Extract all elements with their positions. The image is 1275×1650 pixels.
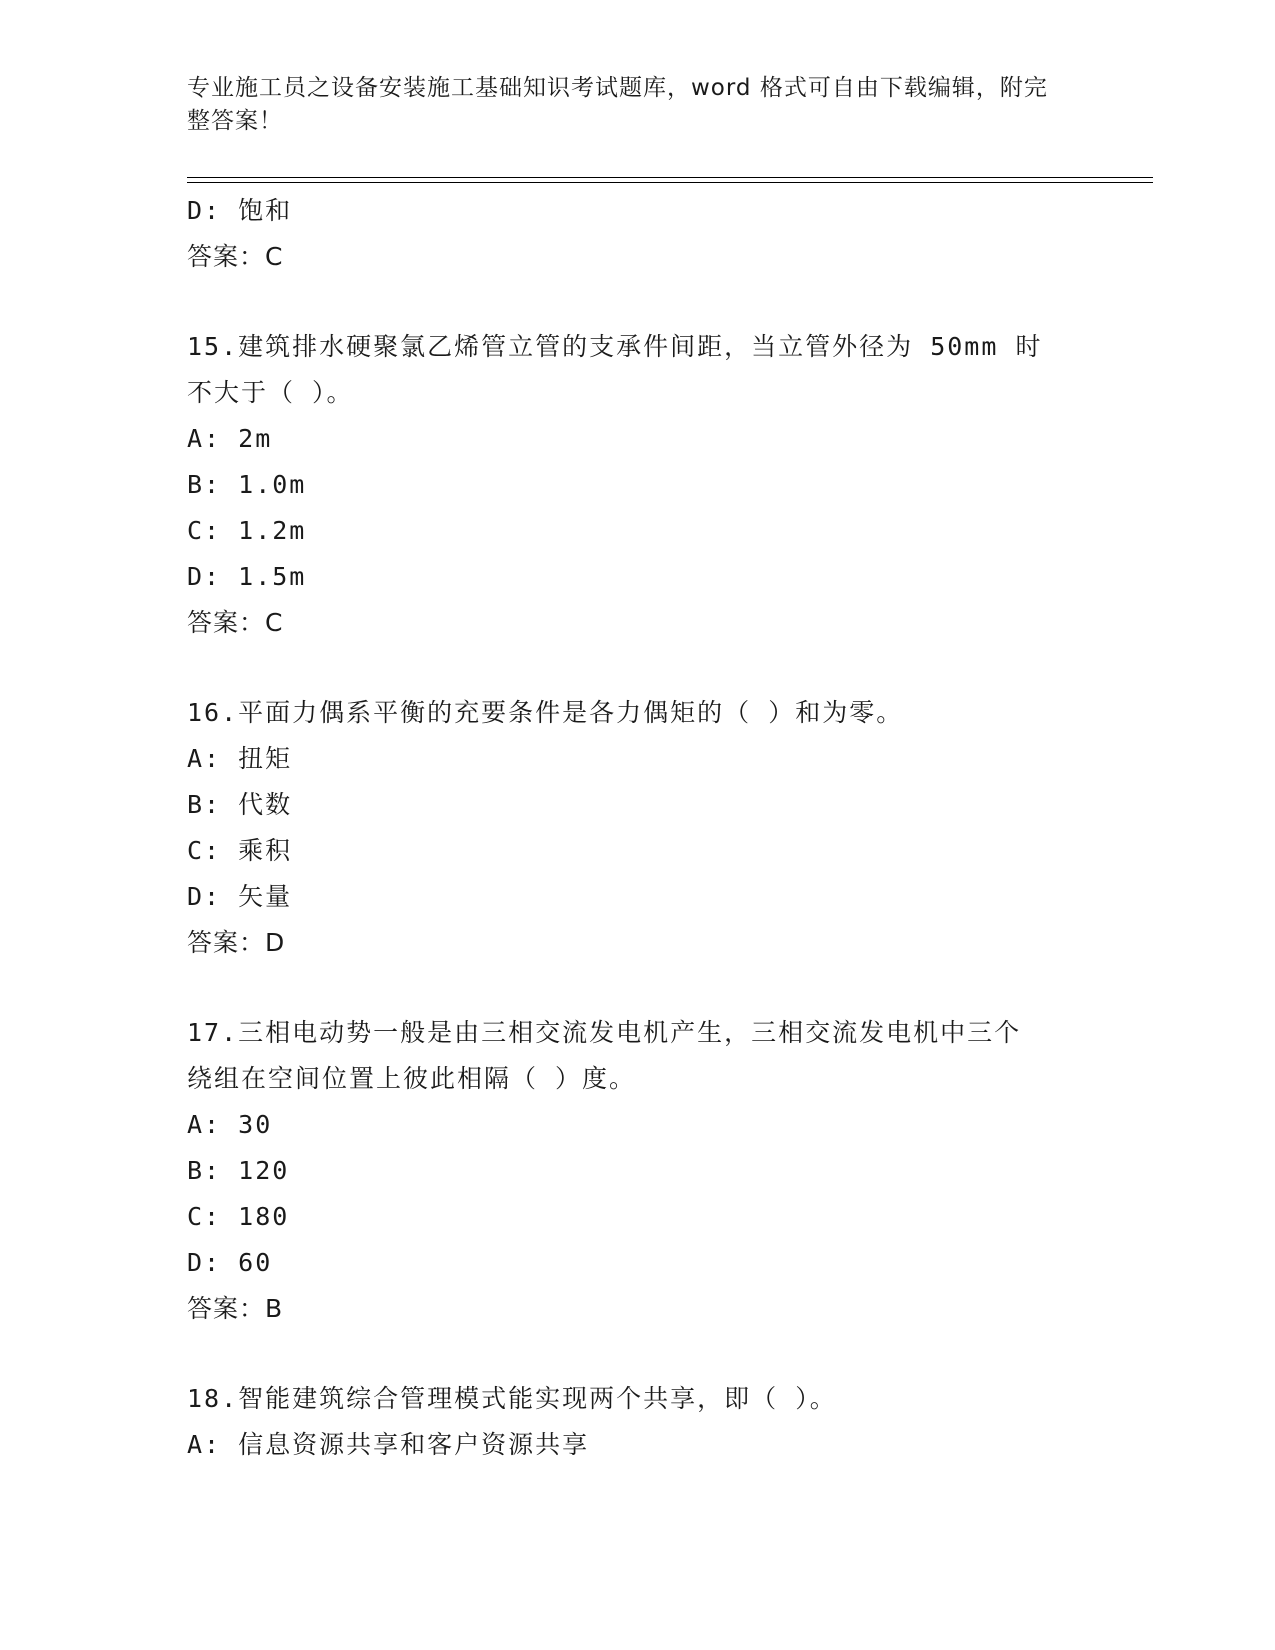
q17-text-line-1: 17.三相电动势一般是由三相交流发电机产生，三相交流发电机中三个	[187, 1018, 1022, 1047]
q15-text-line-1: 15.建筑排水硬聚氯乙烯管立管的支承件间距，当立管外径为 50mm 时	[187, 332, 1043, 361]
q17-option-b: B: 120	[187, 1156, 290, 1185]
q16-option-a: A: 扭矩	[187, 744, 293, 773]
spacer	[187, 966, 1087, 1010]
document-header	[187, 72, 1067, 138]
q15-option-d: D: 1.5m	[187, 562, 307, 591]
spacer	[187, 1332, 1087, 1376]
q15-option-b: B: 1.0m	[187, 470, 307, 499]
q15-text-line-2: 不大于（ ）。	[187, 378, 354, 407]
q16-text-line-1: 16.平面力偶系平衡的充要条件是各力偶矩的（ ）和为零。	[187, 698, 904, 727]
header-line-1: 专业施工员之设备安装施工基础知识考试题库，word 格式可自由下载编辑，附完	[187, 75, 1048, 101]
spacer	[187, 280, 1087, 324]
header-line-2: 整答案！	[187, 108, 283, 134]
q17-answer: 答案：B	[187, 1294, 284, 1323]
q15-answer: 答案：C	[187, 608, 284, 637]
q16-option-b: B: 代数	[187, 790, 293, 819]
q16-option-d: D: 矢量	[187, 882, 293, 911]
q18-text-line-1: 18.智能建筑综合管理模式能实现两个共享，即（ ）。	[187, 1384, 837, 1413]
q17-text-line-2: 绕组在空间位置上彼此相隔（ ）度。	[187, 1064, 637, 1093]
spacer	[187, 646, 1087, 690]
q17-option-d: D: 60	[187, 1248, 273, 1277]
prev-option-d: D: 饱和	[187, 196, 293, 225]
q16-answer: 答案：D	[187, 928, 286, 957]
question-content	[187, 188, 1087, 1468]
q17-option-a: A: 30	[187, 1110, 273, 1139]
prev-answer: 答案：C	[187, 242, 284, 271]
q15-option-a: A: 2m	[187, 424, 273, 453]
q15-option-c: C: 1.2m	[187, 516, 307, 545]
header-divider-bottom	[187, 182, 1153, 183]
q17-option-c: C: 180	[187, 1202, 290, 1231]
header-divider-top	[187, 177, 1153, 178]
q16-option-c: C: 乘积	[187, 836, 293, 865]
q18-option-a: A: 信息资源共享和客户资源共享	[187, 1430, 590, 1459]
